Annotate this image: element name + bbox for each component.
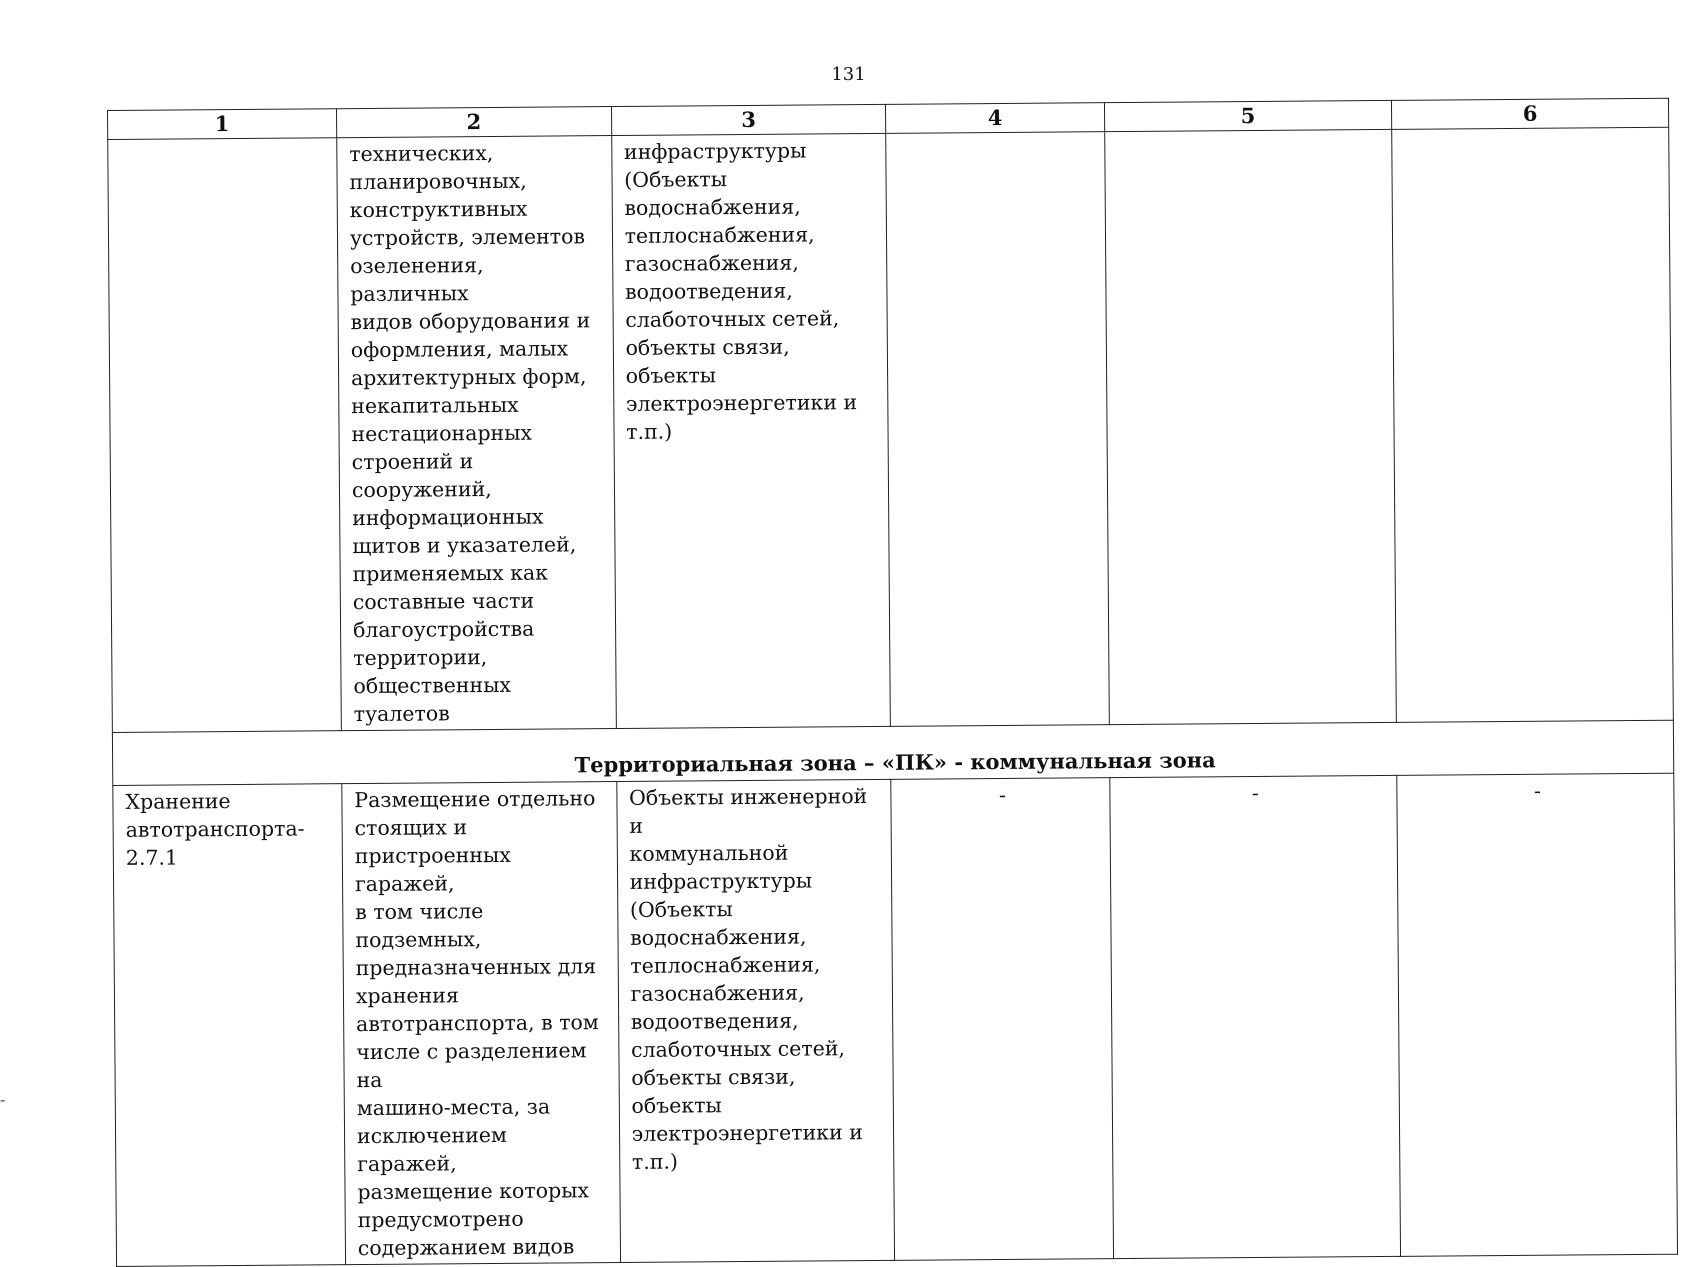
page-number: 131 <box>831 64 866 85</box>
header-col-2: 2 <box>336 107 611 138</box>
header-col-3: 3 <box>611 104 886 135</box>
scan-edge-mark: - <box>0 1090 6 1109</box>
header-col-5: 5 <box>1104 100 1392 131</box>
cell-col-4 <box>886 132 1109 727</box>
table-row <box>113 773 1678 1266</box>
cell-use-type: Хранение автотранспорта- 2.7.1 <box>113 784 346 1267</box>
cell-use-type <box>108 138 342 733</box>
cell-col-6 <box>1392 127 1674 722</box>
document-sheet <box>107 98 1677 1261</box>
header-col-6: 6 <box>1392 98 1669 129</box>
cell-use-description: Размещение отдельно стоящих и пристроенных гаражей, в том числе подземных, предназначенных для хранения автотранспорта, в том числе с разделением на машино-места, за исключением гаражей, размещение которых предусмотрено содержанием видов <box>342 782 620 1265</box>
header-col-4: 4 <box>886 103 1105 134</box>
header-col-1: 1 <box>108 109 337 140</box>
cell-col-5 <box>1104 129 1396 724</box>
cell-use-description: технических, планировочных, конструктивных устройств, элементов озеленения, различных видов оборудования и оформления, малых архитектурных форм, некапитальных нестационарных строений и сооружений, информационных щитов и указателей, применяемых как составные части благоустройства территории, общественных туалетов <box>337 136 616 731</box>
cell-col-6: - <box>1397 773 1678 1256</box>
zoning-table <box>107 98 1678 1267</box>
cell-auxiliary-use: инфраструктуры (Объекты водоснабжения, теплоснабжения, газоснабжения, водоотведения, слаботочных сетей, объекты связи, объекты электроэнергетики и т.п.) <box>611 133 890 728</box>
table-row <box>108 127 1674 732</box>
cell-auxiliary-use: Объекты инженерной и коммунальной инфраструктуры (Объекты водоснабжения, теплоснабжения, газоснабжения, водоотведения, слаботочных сетей, объекты связи, объекты электроэнергетики и т.п.) <box>616 779 894 1262</box>
cell-col-4: - <box>891 778 1113 1261</box>
cell-col-5: - <box>1109 775 1400 1258</box>
zone-heading: Территориальная зона – «ПК» - коммунальная зона <box>112 720 1673 785</box>
